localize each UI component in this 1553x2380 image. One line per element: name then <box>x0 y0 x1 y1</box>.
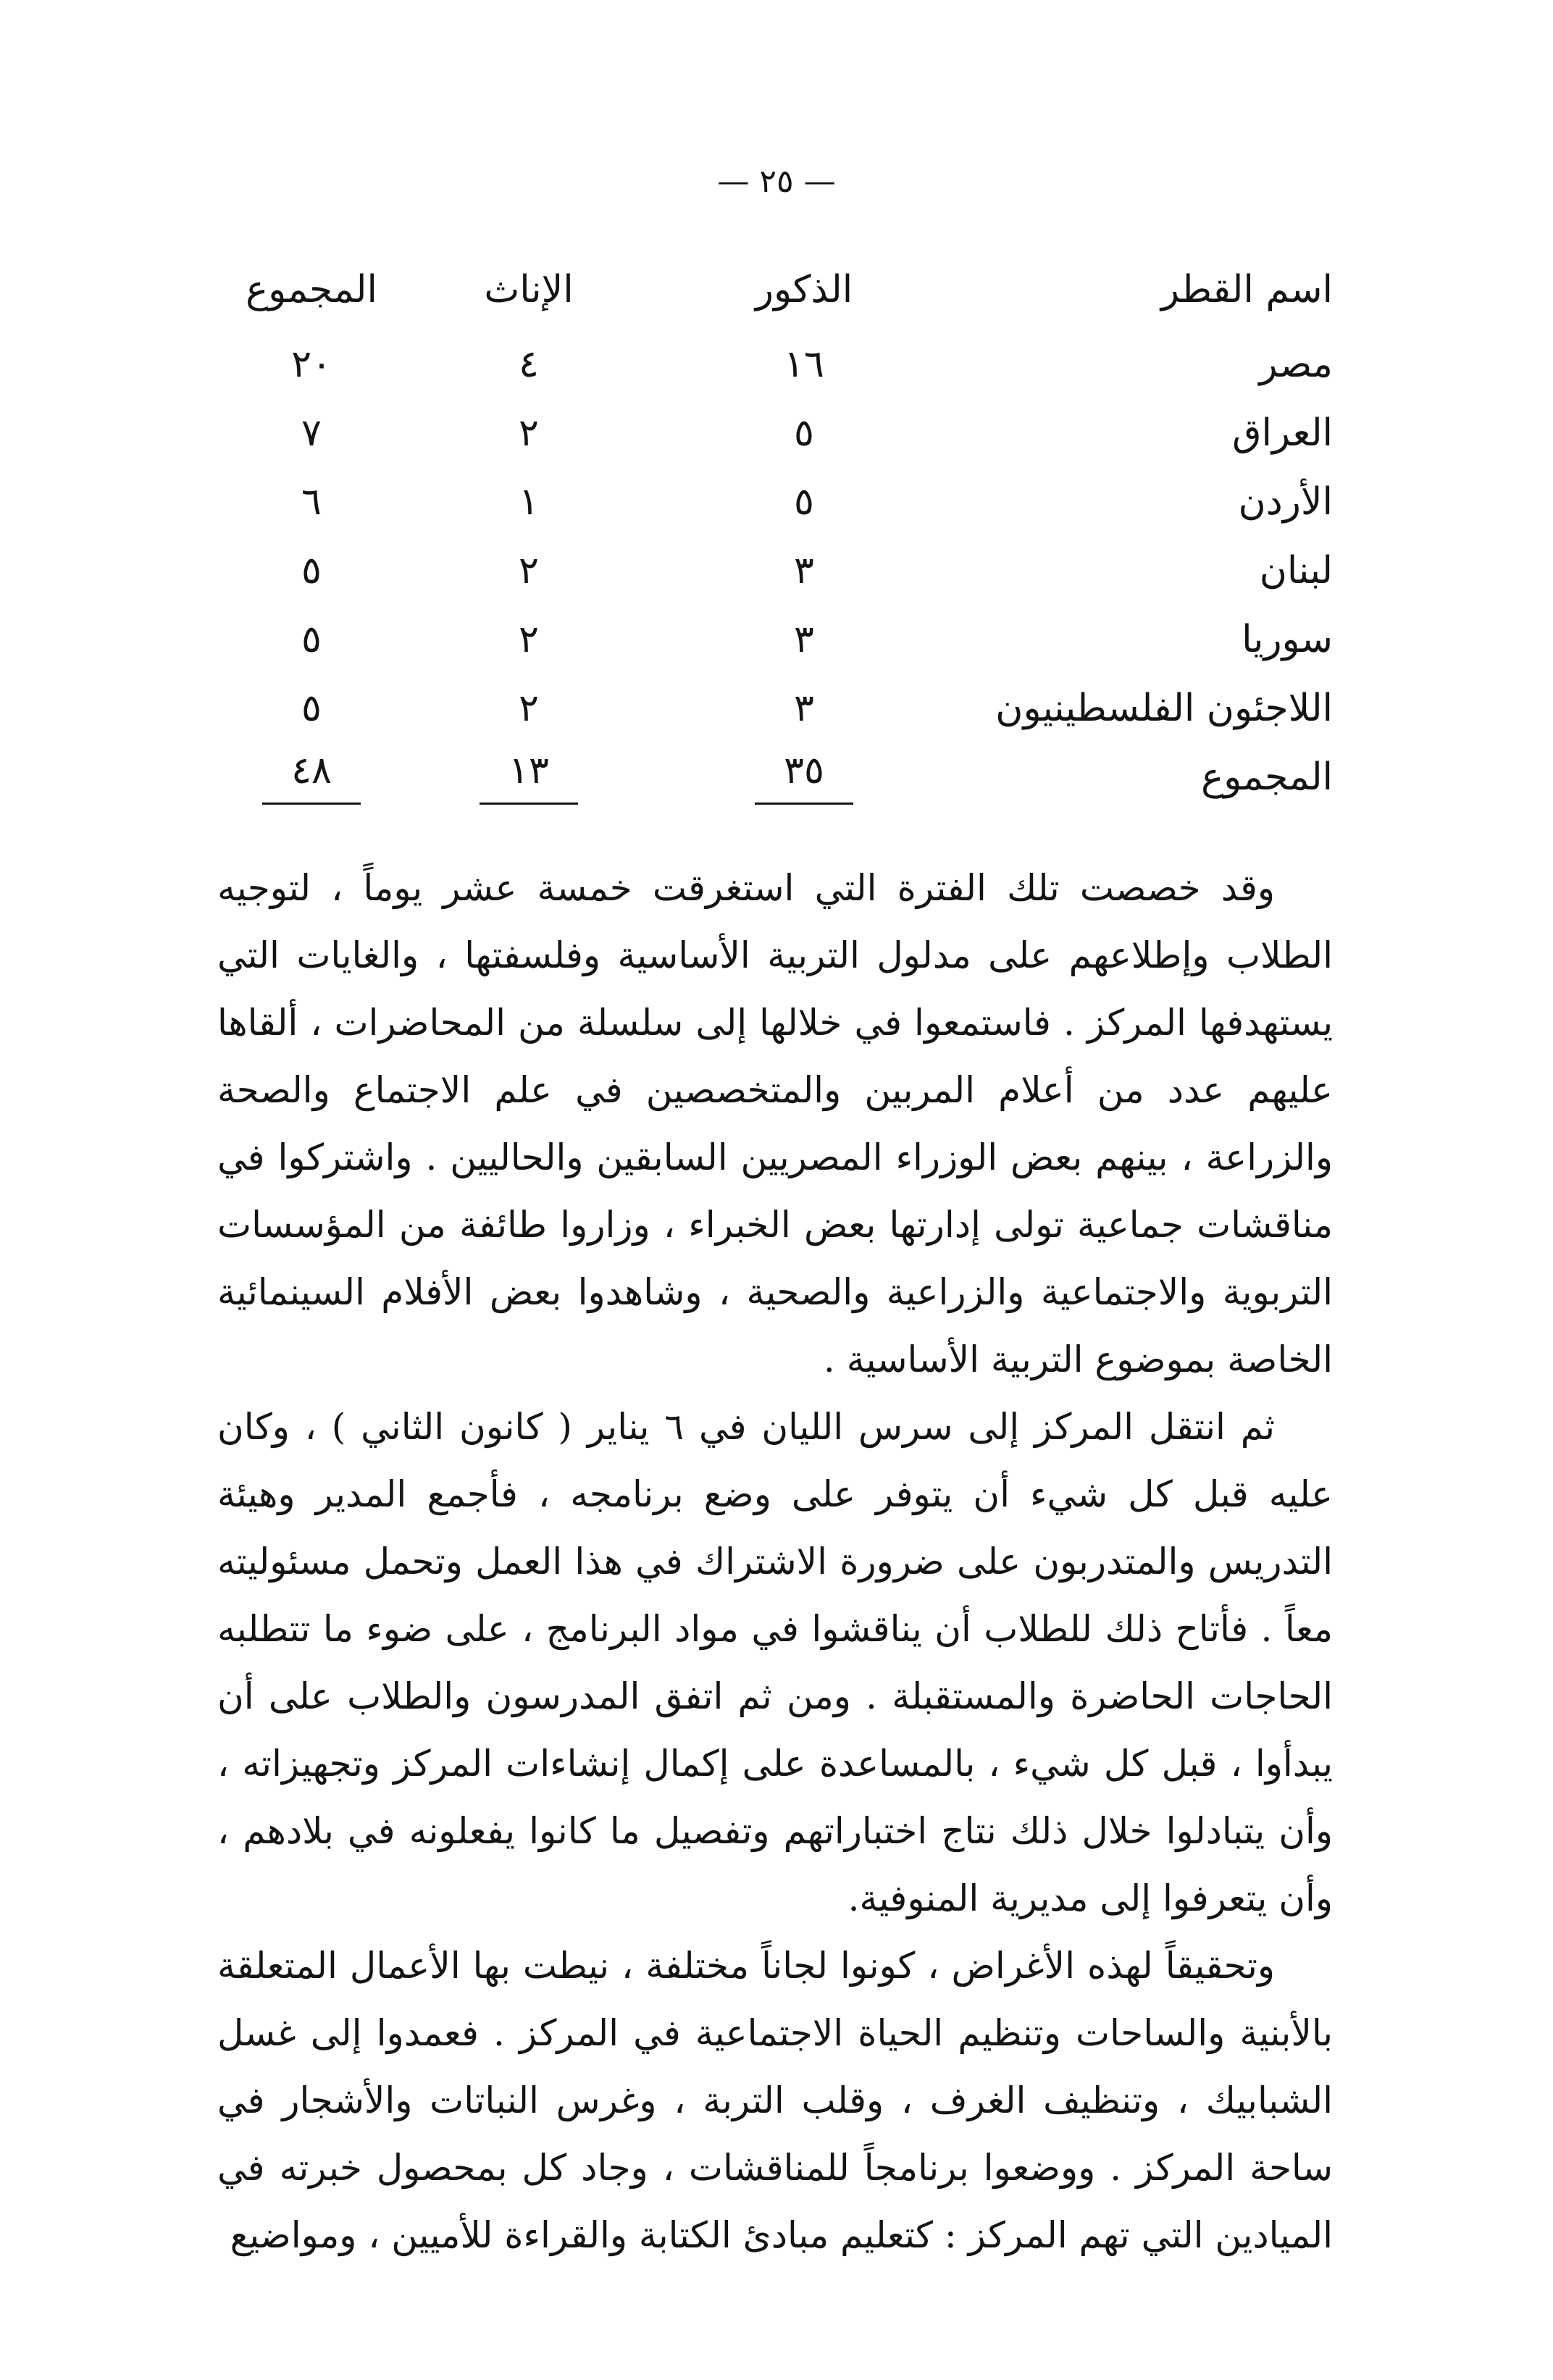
body-text <box>217 855 1333 2269</box>
country-name: الأردن <box>1238 479 1333 524</box>
header-country: اسم القطر <box>1160 268 1333 311</box>
row-total: ٧ <box>301 411 322 455</box>
grand-total: ٤٨ <box>262 749 361 805</box>
females-count: ١ <box>519 479 539 524</box>
row-total: ٥ <box>301 686 322 730</box>
table-row <box>217 536 1333 605</box>
paragraph: وقد خصصت تلك الفترة التي استغرقت خمسة عشر يوماً ، لتوجيه الطلاب وإطلاعهم على مدلول التربية الأساسية وفلسفتها ، والغايات التي يستهدفها المركز . فاستمعوا في خلالها إلى سلسلة من المحاضرات ، ألقاها عليهم عدد من أعلام المربين والمتخصصين في علم الاجتماع والصحة والزراعة ، بينهم بعض الوزراء المصريين السابقين والحاليين . واشتركوا في مناقشات جماعية تولى إدارتها بعض الخبراء ، وزاروا طائفة من المؤسسات التربوية والاجتماعية والزراعية والصحية ، وشاهدوا بعض الأفلام السينمائية الخاصة بموضوع التربية الأساسية . <box>217 867 1333 1380</box>
header-total: المجموع <box>246 268 377 311</box>
table-row <box>217 398 1333 467</box>
males-count: ٥ <box>794 411 814 455</box>
total-males: ٣٥ <box>755 749 853 805</box>
country-name: العراق <box>1232 411 1333 455</box>
grand-total-cell <box>217 742 406 818</box>
table-row <box>217 605 1333 674</box>
males-count: ١٦ <box>784 342 824 386</box>
females-count: ٢ <box>519 411 539 455</box>
females-count: ٤ <box>519 342 539 386</box>
males-count: ٥ <box>794 479 814 524</box>
header-females: الإناث <box>484 268 574 311</box>
males-count: ٣ <box>794 686 814 730</box>
country-name: لبنان <box>1259 548 1333 592</box>
paragraph: وتحقيقاً لهذه الأغراض ، كونوا لجاناً مختلفة ، نيطت بها الأعمال المتعلقة بالأبنية والساحات وتنظيم الحياة الاجتماعية في المركز . فعمدوا إلى غسل الشبابيك ، وتنظيف الغرف ، وقلب التربة ، وغرس النباتات والأشجار في ساحة المركز . ووضعوا برنامجاً للمناقشات ، وجاد كل بمحصول خبرته في الميادين التي تهم المركز : كتعليم مبادئ الكتابة والقراءة للأميين ، ومواضيع <box>217 1945 1333 2256</box>
total-label: المجموع <box>1201 755 1333 799</box>
country-name: سوريا <box>1242 617 1333 661</box>
females-count: ٢ <box>519 548 539 592</box>
students-by-country-table <box>217 250 1333 818</box>
females-count: ٢ <box>519 686 539 730</box>
table-header-row <box>217 250 1333 330</box>
paragraph: ثم انتقل المركز إلى سرس الليان في ٦ يناير ( كانون الثاني ) ، وكان عليه قبل كل شيء أن يتوفر على وضع برنامجه ، فأجمع المدير وهيئة التدريس والمتدربون على ضرورة الاشتراك في هذا العمل وتحمل مسئوليته معاً . فأتاح ذلك للطلاب أن يناقشوا في مواد البرنامج ، على ضوء ما تتطلبه الحاجات الحاضرة والمستقبلة . ومن ثم اتفق المدرسون والطلاب على أن يبدأوا ، قبل كل شيء ، بالمساعدة على إكمال إنشاءات المركز وتجهيزاته ، وأن يتبادلوا خلال ذلك نتاج اختباراتهم وتفصيل ما كانوا يفعلونه في بلادهم ، وأن يتعرفوا إلى مديرية المنوفية. <box>217 1406 1334 1919</box>
row-total: ٥ <box>301 548 322 592</box>
total-females: ١٣ <box>480 749 578 805</box>
total-males-cell <box>652 742 956 818</box>
males-count: ٣ <box>794 548 814 592</box>
table-row <box>217 467 1333 536</box>
row-total: ٢٠ <box>291 342 332 386</box>
females-count: ٢ <box>519 617 539 661</box>
country-name: مصر <box>1259 342 1333 386</box>
total-females-cell <box>406 742 652 818</box>
males-count: ٣ <box>794 617 814 661</box>
table-total-row <box>217 742 1333 818</box>
row-total: ٥ <box>301 617 322 661</box>
page-number: — ٢٥ — <box>717 163 836 200</box>
row-total: ٦ <box>301 479 322 524</box>
table-row <box>217 674 1333 742</box>
table-row <box>217 330 1333 398</box>
country-name: اللاجئون الفلسطينيون <box>995 686 1333 730</box>
header-males: الذكور <box>755 268 853 311</box>
